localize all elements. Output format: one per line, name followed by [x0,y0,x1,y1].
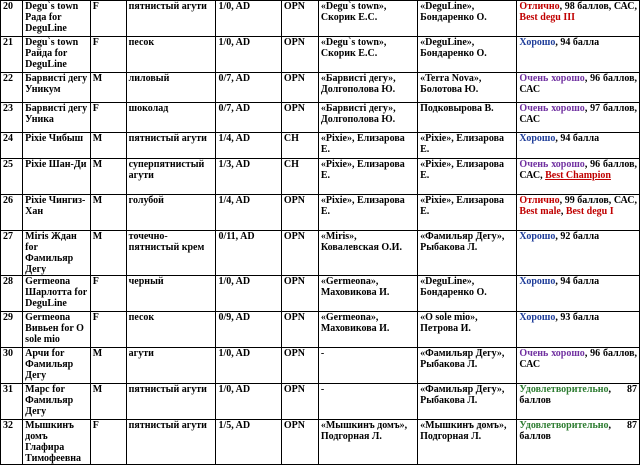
cell-class: OPN [281,103,318,133]
result-text: , [560,206,566,217]
cell-animal-name: Арчи for Фамильяр Дегу [23,348,91,384]
cell-class: OPN [281,276,318,312]
cell-breeder: «Germeona», Маховикова И. [318,276,417,312]
cell-animal-name: Germeona Вивьен for O sole mio [23,312,91,348]
cell-animal-name: Pixie Шан-Ди [23,159,91,195]
cell-color: пятнистый агути [126,1,216,37]
cell-color: агути [126,348,216,384]
table-row [1,312,640,348]
cell-animal-name: Pixie Чингиз-Хан [23,195,91,231]
cell-number: 20 [1,1,23,37]
result-text: , 97 баллов, САС [519,103,637,125]
cell-age: 1/0, AD [216,37,281,73]
result-text: , 87 баллов [519,384,637,406]
cell-breeder: «Degu`s town», Скорик Е.С. [318,1,417,37]
cell-breeder: - [318,384,417,420]
cell-result [517,73,640,103]
cell-number: 25 [1,159,23,195]
cell-sex: M [90,73,126,103]
result-text: , 94 балла [555,276,600,287]
cell-class: OPN [281,195,318,231]
result-otl: Отлично [519,195,560,206]
cell-number: 23 [1,103,23,133]
cell-number: 32 [1,420,23,465]
cell-result [517,1,640,37]
cell-animal-name: Барвисті дегу Уника [23,103,91,133]
cell-breeder: «Pixie», Елизарова Е. [318,159,417,195]
cell-sex: F [90,1,126,37]
result-text: , 87 баллов [519,420,637,442]
cell-number: 26 [1,195,23,231]
cell-animal-name: Мышкинъ домъ Глафира Тимофеевна [23,420,91,465]
cell-sex: M [90,133,126,159]
result-hlu: Best Champion [545,170,611,181]
cell-result [517,195,640,231]
table-row [1,73,640,103]
result-xor: Хорошо [519,37,556,48]
result-hl: Best degu I [565,206,614,217]
cell-class: OPN [281,231,318,276]
cell-owner: «DeguLine», Бондаренко О. [418,1,517,37]
cell-owner: «Pixie», Елизарова Е. [418,159,517,195]
cell-color: точечно-пятнистый крем [126,231,216,276]
result-text: , 92 балла [555,231,600,242]
table-row [1,37,640,73]
cell-class: OPN [281,1,318,37]
cell-age: 1/0, AD [216,276,281,312]
result-och: Очень хорошо [519,73,585,84]
cell-animal-name: Miris Ждан for Фамильяр Дегу [23,231,91,276]
cell-class: OPN [281,348,318,384]
cell-owner: «DeguLine», Бондаренко О. [418,276,517,312]
cell-class: OPN [281,37,318,73]
cell-owner: «Мышкинъ домъ», Подгорная Л. [418,420,517,465]
result-text: , 94 балла [555,133,600,144]
cell-number: 28 [1,276,23,312]
cell-result [517,159,640,195]
cell-sex: F [90,103,126,133]
cell-color: песок [126,312,216,348]
result-udv: Удовлетворительно [519,420,609,431]
cell-class: OPN [281,73,318,103]
cell-result [517,37,640,73]
cell-number: 21 [1,37,23,73]
cell-result [517,133,640,159]
result-text: , 93 балла [555,312,600,323]
cell-owner: «Фамильяр Дегу», Рыбакова Л. [418,231,517,276]
cell-breeder: «Miris», Ковалевская О.И. [318,231,417,276]
table-body [1,1,640,465]
cell-class: CH [281,133,318,159]
result-hl: Best male [519,206,561,217]
cell-sex: F [90,276,126,312]
cell-sex: M [90,159,126,195]
result-och: Очень хорошо [519,348,585,359]
cell-result [517,231,640,276]
cell-number: 29 [1,312,23,348]
result-text: , 98 баллов, САС, [559,1,637,12]
cell-age: 1/3, AD [216,159,281,195]
result-xor: Хорошо [519,312,556,323]
table-row [1,195,640,231]
cell-age: 1/5, AD [216,420,281,465]
table-row [1,276,640,312]
cell-color: лиловый [126,73,216,103]
table-row [1,133,640,159]
result-och: Очень хорошо [519,103,585,114]
cell-color: песок [126,37,216,73]
cell-owner: «Фамильяр Дегу», Рыбакова Л. [418,384,517,420]
cell-sex: F [90,37,126,73]
cell-breeder: «Germeona», Маховикова И. [318,312,417,348]
cell-owner: «Pixie», Елизарова Е. [418,195,517,231]
cell-color: пятнистый агути [126,384,216,420]
cell-sex: M [90,195,126,231]
cell-breeder: «Барвисті дегу», Долгополова Ю. [318,73,417,103]
table-row [1,420,640,465]
cell-breeder: «Мышкинъ домъ», Подгорная Л. [318,420,417,465]
cell-class: CH [281,159,318,195]
result-text: , 96 баллов, САС, [519,159,637,181]
cell-sex: M [90,231,126,276]
cell-animal-name: Degu`s town Райда for DeguLine [23,37,91,73]
cell-result [517,420,640,465]
result-xor: Хорошо [519,133,556,144]
cell-owner: Подковырова В. [418,103,517,133]
cell-class: OPN [281,384,318,420]
result-text: , 99 баллов, САС, [559,195,637,206]
cell-number: 24 [1,133,23,159]
cell-breeder: «Pixie», Елизарова Е. [318,195,417,231]
cell-animal-name: Germeona Шарлотта for DeguLine [23,276,91,312]
cell-age: 1/0, AD [216,1,281,37]
cell-result [517,276,640,312]
cell-number: 27 [1,231,23,276]
cell-color: голубой [126,195,216,231]
cell-color: пятнистый агути [126,133,216,159]
cell-animal-name: Марс for Фамильяр Дегу [23,384,91,420]
cell-color: черный [126,276,216,312]
table-row [1,103,640,133]
cell-number: 30 [1,348,23,384]
cell-result [517,384,640,420]
cell-breeder: - [318,348,417,384]
cell-breeder: «Degu`s town», Скорик Е.С. [318,37,417,73]
cell-number: 31 [1,384,23,420]
cell-animal-name: Degu`s town Рада for DeguLine [23,1,91,37]
cell-owner: «Pixie», Елизарова Е. [418,133,517,159]
cell-age: 0/7, AD [216,103,281,133]
cell-color: пятнистый агути [126,420,216,465]
cell-sex: F [90,312,126,348]
cell-color: суперпятнистый агути [126,159,216,195]
table-row [1,231,640,276]
result-udv: Удовлетворительно [519,384,609,395]
table-row [1,159,640,195]
cell-age: 1/4, AD [216,195,281,231]
cell-owner: «Terra Nova», Болотова Ю. [418,73,517,103]
cell-result [517,312,640,348]
result-otl: Отлично [519,1,560,12]
cell-owner: «Фамильяр Дегу», Рыбакова Л. [418,348,517,384]
result-text: , 96 баллов, САС [519,73,637,95]
cell-age: 0/11, AD [216,231,281,276]
cell-class: OPN [281,420,318,465]
cell-animal-name: Барвисті дегу Уникум [23,73,91,103]
cell-age: 1/4, AD [216,133,281,159]
cell-age: 1/0, AD [216,348,281,384]
cell-owner: «O sole mio», Петрова И. [418,312,517,348]
cell-result [517,348,640,384]
result-xor: Хорошо [519,231,556,242]
cell-age: 0/7, AD [216,73,281,103]
cell-breeder: «Pixie», Елизарова Е. [318,133,417,159]
cell-age: 1/0, AD [216,384,281,420]
result-text: , 94 балла [555,37,600,48]
result-text: , 96 баллов, САС [519,348,637,370]
table-row [1,384,640,420]
cell-owner: «DeguLine», Бондаренко О. [418,37,517,73]
table-row [1,348,640,384]
table-row [1,1,640,37]
cell-class: OPN [281,312,318,348]
cell-animal-name: Pixie Чибыш [23,133,91,159]
cell-number: 22 [1,73,23,103]
cell-sex: M [90,384,126,420]
cell-sex: F [90,420,126,465]
cell-age: 0/9, AD [216,312,281,348]
cell-sex: M [90,348,126,384]
cell-breeder: «Барвисті дегу», Долгополова Ю. [318,103,417,133]
cell-result [517,103,640,133]
result-xor: Хорошо [519,276,556,287]
result-hl: Best degu III [519,12,575,23]
result-och: Очень хорошо [519,159,585,170]
cell-color: шоколад [126,103,216,133]
